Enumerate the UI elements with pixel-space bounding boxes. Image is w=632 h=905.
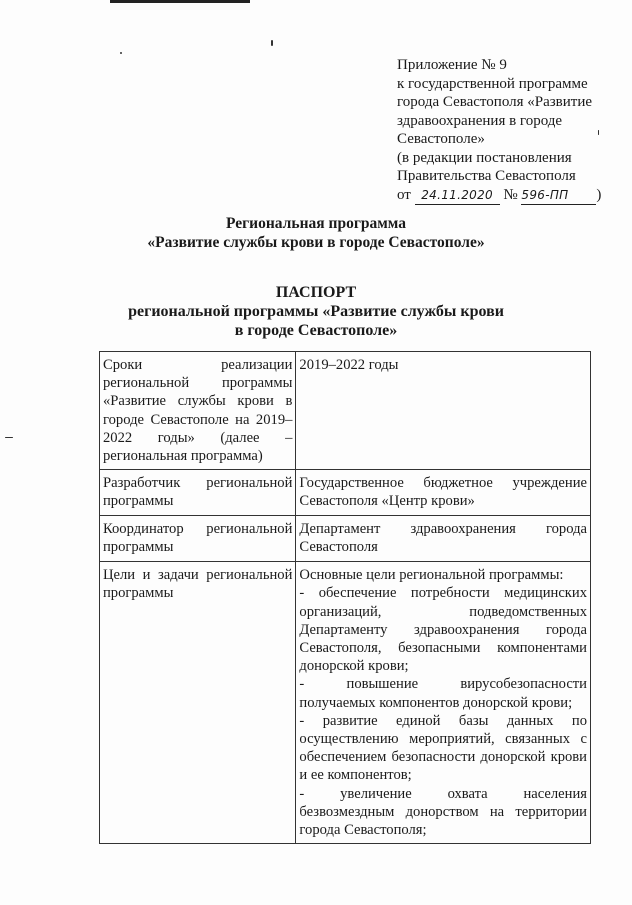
date-prefix: от <box>397 186 411 203</box>
passport-table <box>99 351 591 844</box>
row-label: Цели и задачи региональной программы <box>100 562 296 844</box>
program-title-line2: «Развитие службы крови в городе Севастополе» <box>147 234 485 251</box>
appendix-line: к государственной программе <box>397 75 588 92</box>
scan-speck <box>5 437 13 438</box>
table-row <box>100 562 591 844</box>
table-row <box>100 516 591 562</box>
date-handwritten: 24.11.2020 <box>421 187 493 202</box>
number-prefix: № <box>503 186 518 203</box>
goal-item: - развитие единой базы данных по осуществлению мероприятий, связанных с обеспечением безопасности донорской крови и ее компонентов; <box>299 712 587 784</box>
passport-subheading-line1: региональной программы «Развитие службы крови <box>128 303 504 320</box>
appendix-line: (в редакции постановления <box>397 149 572 166</box>
appendix-line: Правительства Севастополя <box>397 168 576 184</box>
row-label: Координатор региональной программы <box>100 516 296 562</box>
row-label: Разработчик региональной программы <box>100 470 296 516</box>
table-row <box>100 352 591 470</box>
appendix-date-line <box>397 186 627 206</box>
number-field <box>521 186 596 206</box>
date-field <box>415 186 500 206</box>
appendix-line: Приложение № 9 <box>397 57 507 73</box>
table-row <box>100 470 591 516</box>
row-value: Государственное бюджетное учреждение Севастополя «Центр крови» <box>296 470 591 516</box>
appendix-block <box>397 56 627 205</box>
goal-item: - увеличение охвата населения безвозмездным донорством на территории города Севастополя; <box>299 785 587 839</box>
number-handwritten: 596-ПП <box>521 187 569 202</box>
scan-top-mark <box>110 0 250 3</box>
goals-intro: Основные цели региональной программы: <box>299 567 564 584</box>
program-title-line1: Региональная программа <box>226 215 406 232</box>
scan-speck <box>271 40 273 46</box>
closing-paren: ) <box>596 186 602 203</box>
appendix-line: города Севастополя «Развитие <box>397 94 593 110</box>
passport-heading: ПАСПОРТ <box>275 284 357 301</box>
program-title <box>0 214 632 252</box>
appendix-line: здравоохранения в городе <box>397 112 563 129</box>
row-value <box>296 562 591 844</box>
scan-speck <box>120 52 122 54</box>
appendix-line: Севастополе» <box>397 131 485 147</box>
goal-item: - обеспечение потребности медицинских организаций, подведомственных Департаменту здравоохранения города Севастополя, безопасными компонентами донорской крови; <box>299 585 587 675</box>
passport-subheading-line2: в городе Севастополе» <box>234 322 398 339</box>
row-value: 2019–2022 годы <box>296 352 591 470</box>
row-value: Департамент здравоохранения города Севастополя <box>296 516 591 562</box>
row-label: Сроки реализации региональной программы «Развитие службы крови в городе Севастополе на 2019–2022 годы» (далее – региональная программа) <box>100 352 296 470</box>
goal-item: - повышение вирусобезопасности получаемых компонентов донорской крови; <box>299 676 587 711</box>
passport-title <box>0 283 632 340</box>
